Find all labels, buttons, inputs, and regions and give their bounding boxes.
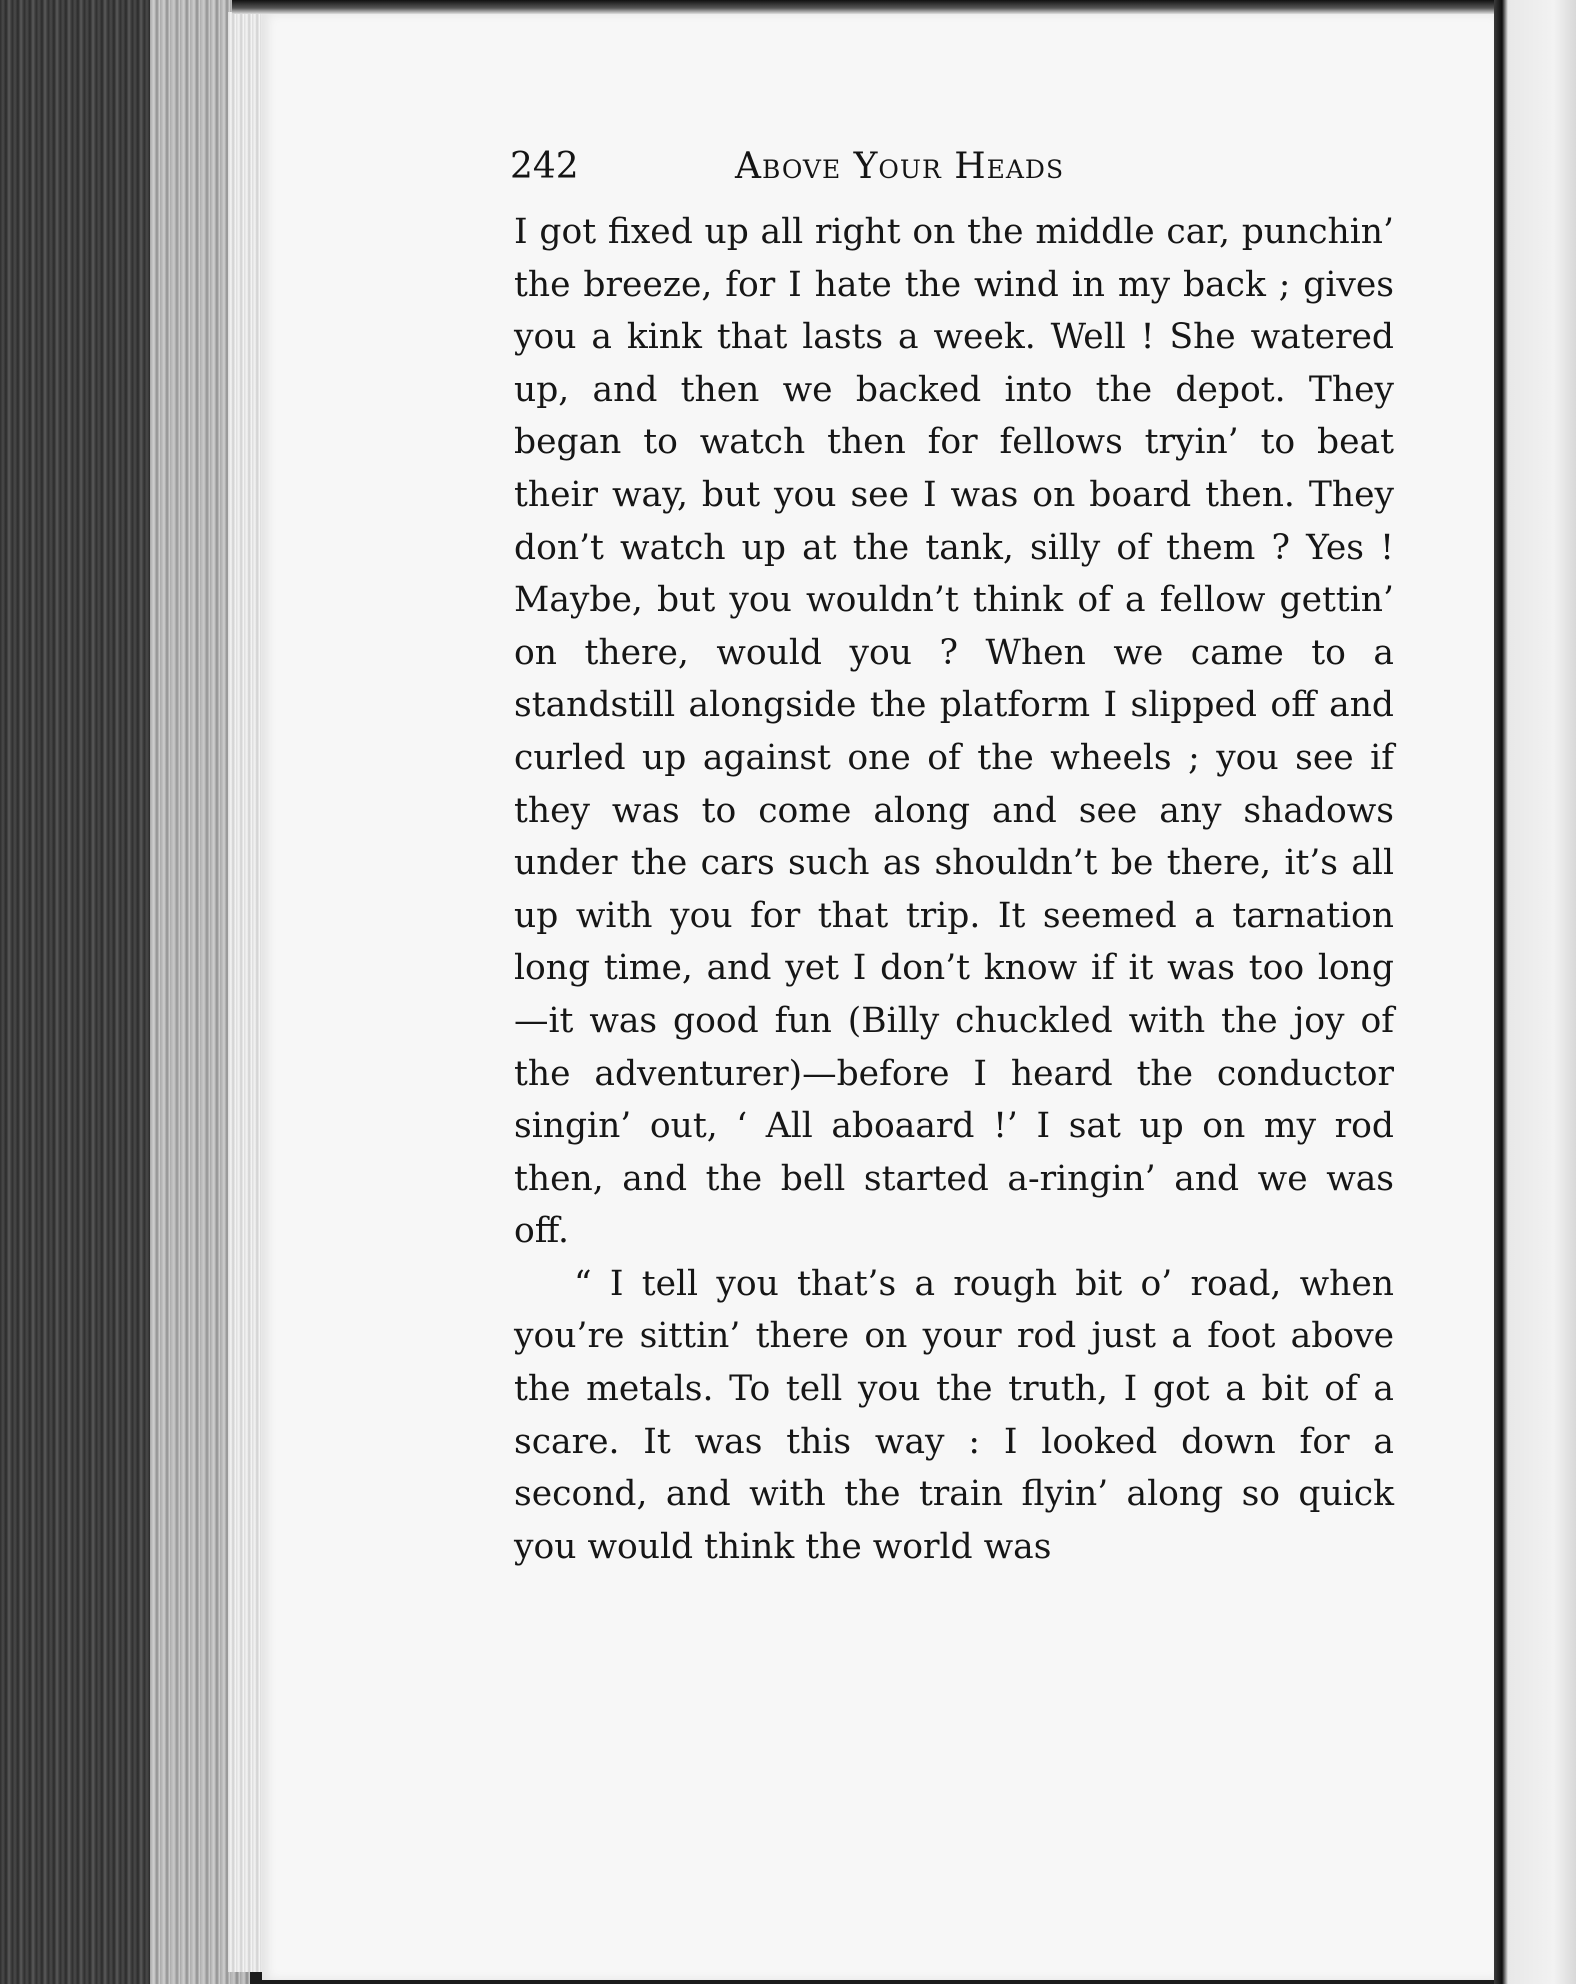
running-head [510, 146, 1390, 196]
right-page-edge [1494, 0, 1576, 1984]
paragraph: I got fixed up all right on the middle car, punchin’ the breeze, for I hate the wind in my back ; gives you a kink that lasts a week. Well ! She watered up, and then we backed into the depot. They began to watch then for fellows tryin’ to beat their way, but you see I was on board then. They don’t watch up at the tank, silly of them ? Yes ! Maybe, but you wouldn’t think of a fellow gettin’ on there, would you ? When we came to a standstill alongside the platform I slipped off and curled up against one of the wheels ; you see if they was to come along and see any shadows under the cars such as shouldn’t be there, it’s all up with you for that trip. It seemed a tarnation long time, and yet I don’t know if it was too long—it was good fun (Billy chuckled with the joy of the adventurer)—before I heard the conductor singin’ out, ‘ All aboaard !’ I sat up on my rod then, and the bell started a-ringin’ and we was off. [514, 212, 1394, 1252]
page-number: 242 [510, 146, 579, 187]
top-shadow [232, 0, 1494, 14]
paragraph: “ I tell you that’s a rough bit o’ road, when you’re sittin’ there on your rod just a foot above the metals. To tell you the truth, I got a bit of a scare. It was this way : I looked down for a second, and with the train flyin’ along so quick you would think the world was [514, 1263, 1394, 1567]
body-text [514, 206, 1394, 1573]
running-title: Above Your Heads [735, 146, 1065, 187]
